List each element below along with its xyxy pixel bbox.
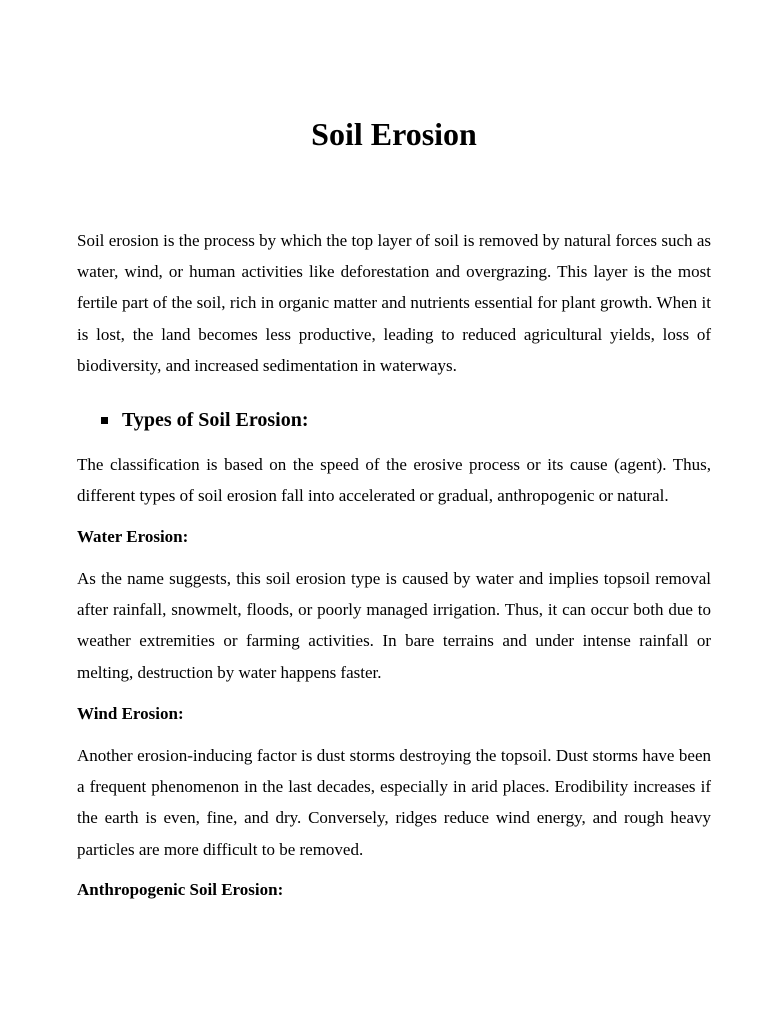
intro-paragraph: Soil erosion is the process by which the top layer of soil is removed by natural forces such as water, wind, or human activities like deforestation and overgrazing. This layer is the most fertile part of the soil, rich in organic matter and nutrients essential for plant growth. When it is lost, the land becomes less productive, leading to reduced agricultural yields, loss of biodiversity, and increased sedimentation in waterways. xyxy=(77,231,711,375)
wind-erosion-heading: Wind Erosion: xyxy=(77,704,184,723)
types-heading-text: Types of Soil Erosion: xyxy=(122,409,309,431)
classification-paragraph: The classification is based on the speed of the erosive process or its cause (agent). Thus, different types of soil erosion fall into accelerated or gradual, anthropogenic or natural. xyxy=(77,455,711,506)
water-erosion-paragraph: As the name suggests, this soil erosion type is caused by water and implies topsoil removal after rainfall, snowmelt, floods, or poorly managed irrigation. Thus, it can occur both due to weather extremities or farming activities. In bare terrains and under intense rainfall or melting, destruction by water happens faster. xyxy=(77,569,711,682)
anthropogenic-erosion-heading: Anthropogenic Soil Erosion: xyxy=(77,880,284,899)
document-title: Soil Erosion xyxy=(311,116,477,152)
types-heading xyxy=(101,406,309,434)
water-erosion-heading: Water Erosion: xyxy=(77,527,189,546)
square-bullet-icon xyxy=(101,417,108,424)
wind-erosion-paragraph: Another erosion-inducing factor is dust storms destroying the topsoil. Dust storms have been a frequent phenomenon in the last decades, especially in arid places. Erodibility increases if the earth is even, fine, and dry. Conversely, ridges reduce wind energy, and rough heavy particles are more difficult to be removed. xyxy=(77,746,711,859)
